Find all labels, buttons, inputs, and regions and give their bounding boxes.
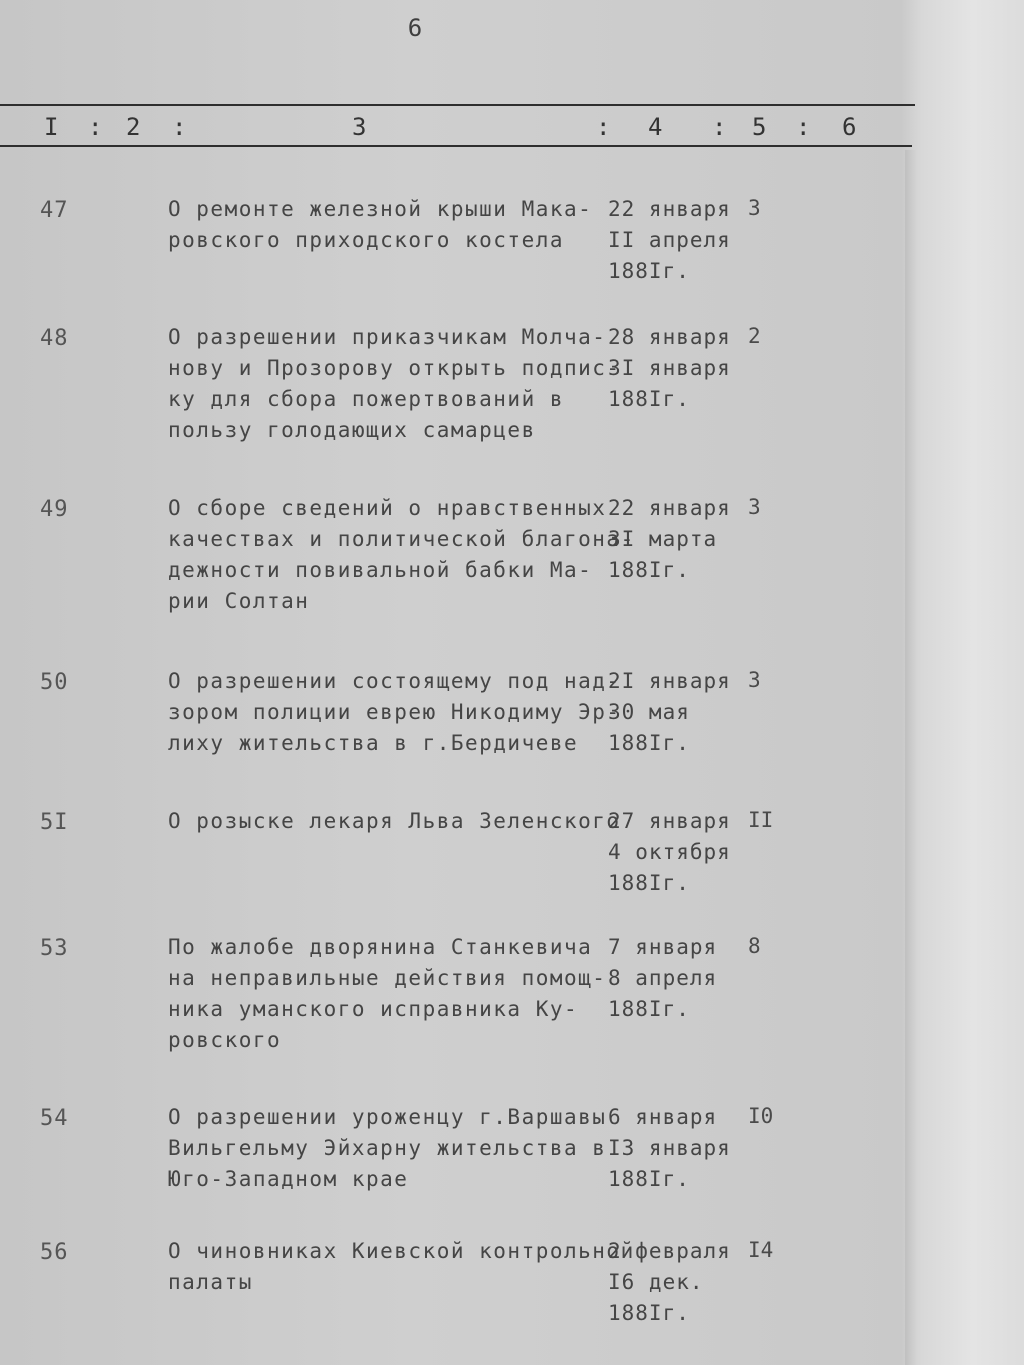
entry-dates — [608, 806, 743, 899]
header-col-1: I — [44, 113, 59, 141]
entry-dates — [608, 1236, 743, 1329]
entry-number: 56 — [40, 1240, 69, 1265]
header-separator: : — [88, 113, 103, 141]
header-col-2: 2 — [126, 113, 141, 141]
description-line: О чиновниках Киевской контрольной — [168, 1239, 635, 1263]
entry-description — [168, 1102, 608, 1195]
description-line: Юго-Западном крае — [168, 1167, 409, 1191]
description-line: ника уманского исправника Ку- — [168, 997, 579, 1021]
description-line: рии Солтан — [168, 589, 310, 613]
entry-number: 48 — [40, 326, 69, 351]
entry-dates — [608, 932, 743, 1025]
entry-number: 50 — [40, 670, 69, 695]
description-line: О разрешении состоящему под над- — [168, 669, 621, 693]
entry-number: 49 — [40, 497, 69, 522]
entry-description — [168, 806, 621, 837]
date-line: 3I января — [608, 356, 731, 380]
header-top-rule — [0, 104, 915, 106]
date-line: I6 дек. — [608, 1270, 704, 1294]
header-col-3: 3 — [352, 113, 367, 141]
column-header-row — [0, 113, 915, 143]
description-line: ку для сбора пожертвований в — [168, 387, 565, 411]
date-line: 30 мая — [608, 700, 690, 724]
entry-description — [168, 322, 621, 446]
entry-dates — [608, 493, 743, 586]
entry-description — [168, 666, 621, 759]
entry-sheet-count: I4 — [748, 1238, 774, 1262]
date-line: 188Iг. — [608, 558, 690, 582]
date-line: 188Iг. — [608, 731, 690, 755]
entry-description — [168, 932, 608, 1056]
date-line: 6 января — [608, 1105, 718, 1129]
description-line: О разрешении уроженцу г.Варшавы — [168, 1105, 607, 1129]
date-line: 188Iг. — [608, 871, 690, 895]
entry-description — [168, 1236, 635, 1298]
date-line: 188Iг. — [608, 1167, 690, 1191]
entry-dates — [608, 194, 743, 287]
description-line: качествах и политической благона- — [168, 527, 635, 551]
entry-dates — [608, 666, 743, 759]
entry-description — [168, 493, 635, 617]
header-bottom-rule — [0, 145, 912, 147]
date-line: 188Iг. — [608, 997, 690, 1021]
entry-dates — [608, 322, 743, 415]
entry-sheet-count: II — [748, 808, 774, 832]
description-line: ровского — [168, 1028, 282, 1052]
description-line: зором полиции еврею Никодиму Эр- — [168, 700, 621, 724]
description-line: палаты — [168, 1270, 253, 1294]
description-line: нову и Прозорову открыть подпис- — [168, 356, 621, 380]
date-line: 4 октября — [608, 840, 731, 864]
description-line: ровского приходского костела — [168, 228, 565, 252]
header-separator: : — [796, 113, 811, 141]
date-line: 188Iг. — [608, 387, 690, 411]
description-line: О сборе сведений о нравственных — [168, 496, 607, 520]
date-line: 188Iг. — [608, 1301, 690, 1325]
header-col-4: 4 — [648, 113, 663, 141]
date-line: 188Iг. — [608, 259, 690, 283]
date-line: 28 января — [608, 325, 731, 349]
entry-number: 47 — [40, 198, 69, 223]
header-separator: : — [172, 113, 187, 141]
header-col-6: 6 — [842, 113, 857, 141]
date-line: 3I марта — [608, 527, 718, 551]
header-separator: : — [596, 113, 611, 141]
header-col-5: 5 — [752, 113, 767, 141]
entry-sheet-count: 3 — [748, 196, 761, 220]
description-line: По жалобе дворянина Станкевича — [168, 935, 593, 959]
date-line: 27 января — [608, 809, 731, 833]
entry-sheet-count: 3 — [748, 495, 761, 519]
description-line: дежности повивальной бабки Ма- — [168, 558, 593, 582]
date-line: 7 января — [608, 935, 718, 959]
description-line: О ремонте железной крыши Мака- — [168, 197, 593, 221]
description-line: лиху жительства в г.Бердичеве — [168, 731, 579, 755]
entry-number: 53 — [40, 936, 69, 961]
entry-number: 54 — [40, 1106, 69, 1131]
entry-description — [168, 194, 608, 256]
description-line: на неправильные действия помощ- — [168, 966, 607, 990]
date-line: II апреля — [608, 228, 731, 252]
page-number: 6 — [407, 14, 423, 42]
date-line: 2I января — [608, 669, 731, 693]
entry-sheet-count: 3 — [748, 668, 761, 692]
entry-number: 5I — [40, 810, 69, 835]
date-line: I3 января — [608, 1136, 731, 1160]
description-line: Вильгельму Эйхарну жительства в — [168, 1136, 607, 1160]
entry-sheet-count: 2 — [748, 324, 761, 348]
date-line: 22 января — [608, 496, 731, 520]
description-line: О разрешении приказчикам Молча- — [168, 325, 607, 349]
date-line: 2 февраля — [608, 1239, 731, 1263]
paper-fold-shadow — [905, 150, 917, 1365]
description-line: О розыске лекаря Льва Зеленского — [168, 809, 621, 833]
date-line: 22 января — [608, 197, 731, 221]
entry-sheet-count: I0 — [748, 1104, 774, 1128]
entry-sheet-count: 8 — [748, 934, 761, 958]
description-line: пользу голодающих самарцев — [168, 418, 536, 442]
header-separator: : — [712, 113, 727, 141]
date-line: 8 апреля — [608, 966, 718, 990]
entry-dates — [608, 1102, 743, 1195]
